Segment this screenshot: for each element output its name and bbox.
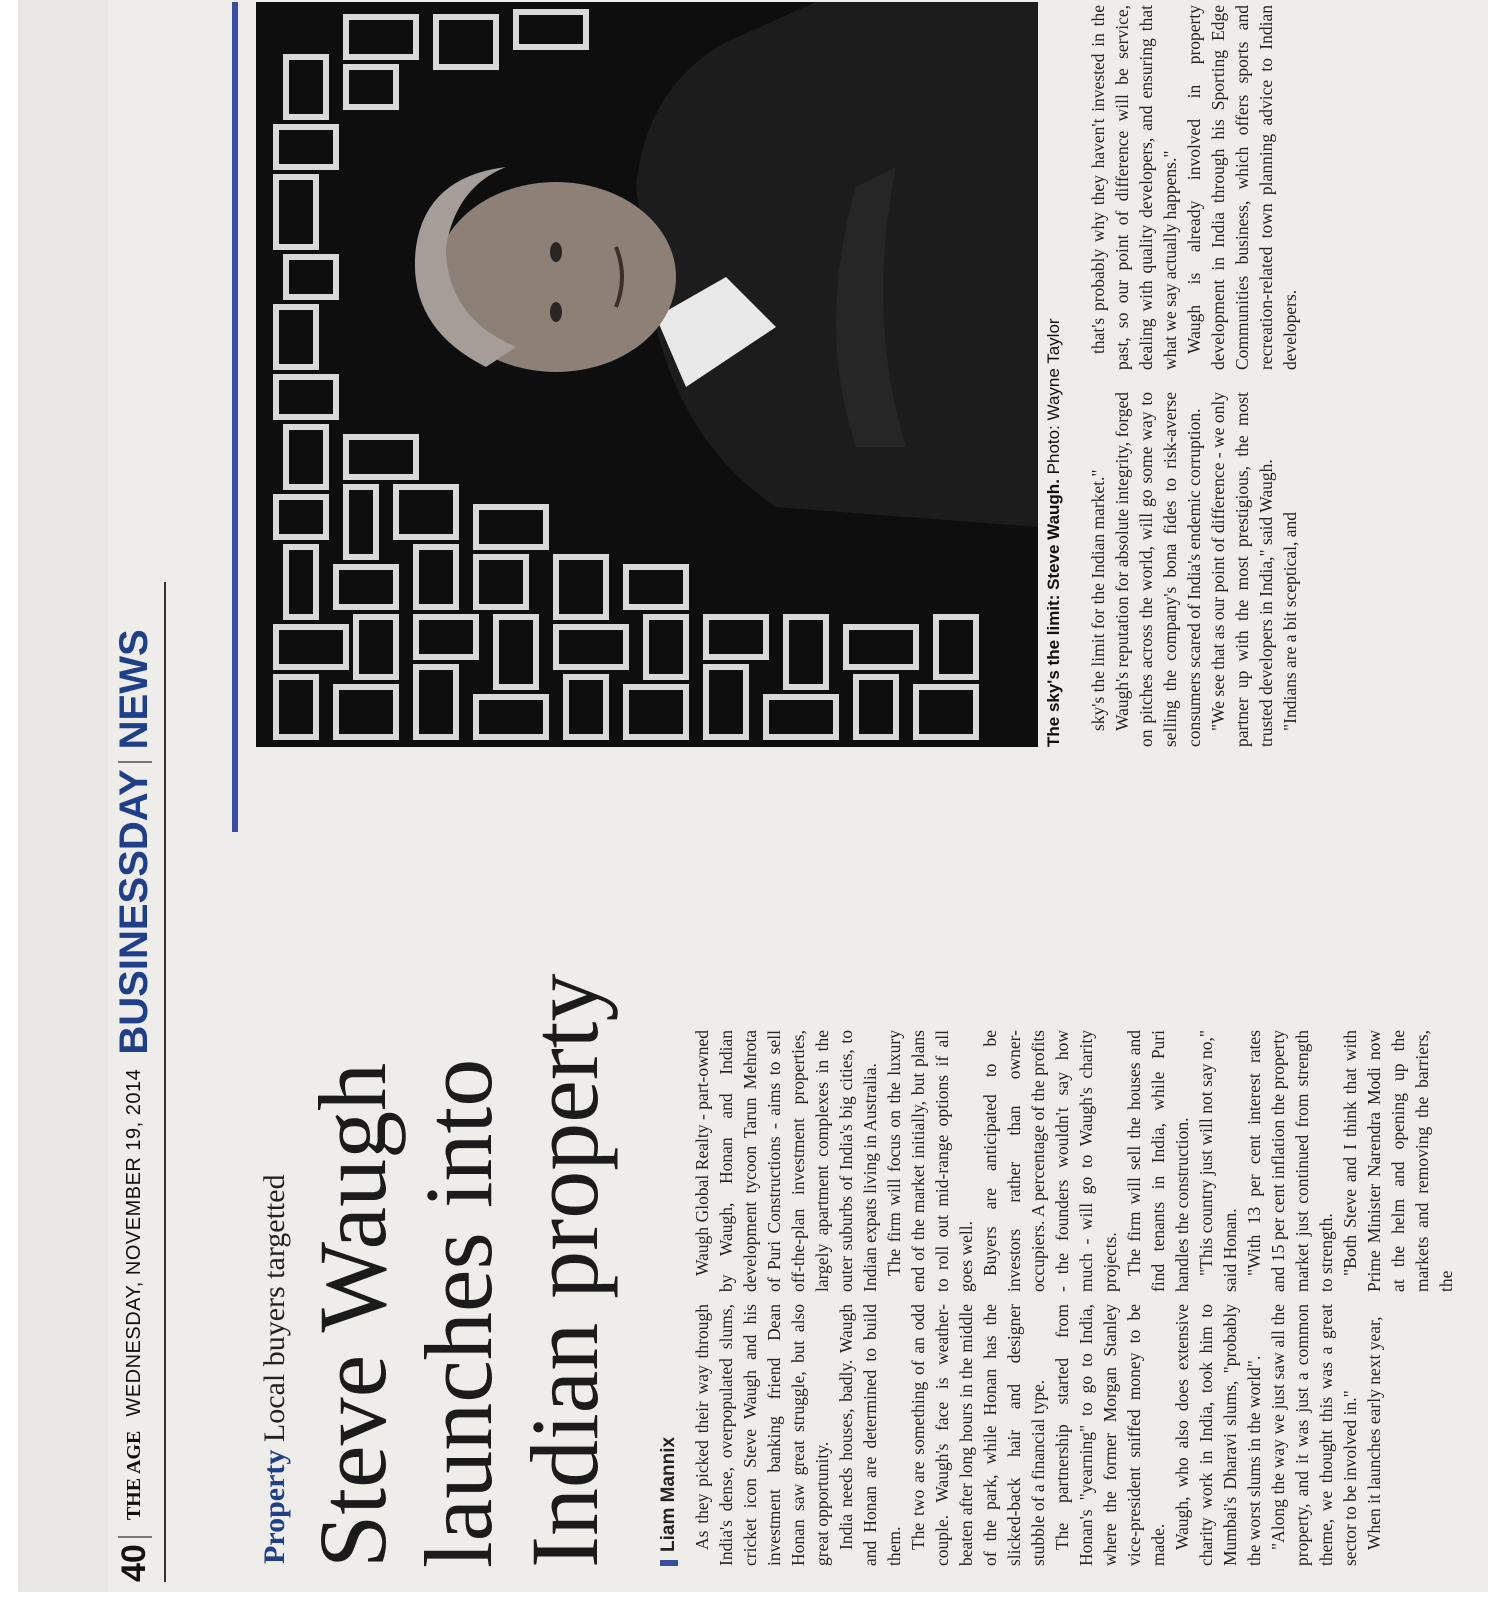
paragraph: The partnership started from Honan's "yearning" to go to India, where the former Morgan Stanley vice-president sniffed money to be made. bbox=[1052, 1304, 1168, 1566]
photo-caption bbox=[1044, 2, 1064, 747]
paragraph: that's probably why they haven't invested in the past, so our point of difference will be service, dealing with quality developers, and ensuring that what we say actually happens." bbox=[1088, 5, 1180, 370]
subsection-name: NEWS bbox=[112, 629, 156, 750]
paragraph: "With 13 per cent interest rates and 15 per cent inflation the property market just continued from strength to strength. bbox=[1244, 1030, 1336, 1292]
article-column-3 bbox=[1086, 392, 1302, 747]
paragraph: The firm will sell the houses and find tenants in India, while Puri handles the construction. bbox=[1124, 1030, 1192, 1292]
kicker-text: Local buyers targetted bbox=[258, 1174, 291, 1443]
paper-name: THE AGE bbox=[123, 1430, 146, 1521]
paragraph: sky's the limit for the Indian market." bbox=[1088, 469, 1108, 731]
article-headline: Steve Waugh launches into Indian property bbox=[299, 973, 618, 1568]
paragraph: "Both Steve and I think that with Prime Minister Narendra Modi now at the helm and opening up the markets and removing the barriers, the bbox=[1340, 1030, 1456, 1292]
section-divider bbox=[118, 761, 152, 763]
paragraph: "Along the way we just saw all the property, and it was just a common theme, we thought this was a great sector to be involved in." bbox=[1268, 1304, 1360, 1566]
article-column-4 bbox=[1086, 5, 1302, 370]
article-column-2 bbox=[690, 1030, 1458, 1292]
paragraph: Waugh is already involved in property development in India through his Sporting Edge Communities business, which offers sports and recreation-related town planning advice to Indian developers. bbox=[1184, 5, 1300, 370]
paragraph: As they picked their way through India's dense, overpopulated slums, cricket icon Steve Waugh and his investment banking friend Dean Honan saw great struggle, but also great opportunity. bbox=[692, 1304, 832, 1566]
kicker-label: Property bbox=[258, 1449, 291, 1564]
page-folio bbox=[112, 629, 157, 1582]
byline-author: Liam Mannix bbox=[658, 1436, 679, 1552]
paragraph: Waugh Global Realty - part-owned by Waugh, Honan and Indian development tycoon Tarun Mehrota of Puri Constructions - aims to sell off-the-plan investment properties, largely apartment complexes in the outer suburbs of India's big cities, to Indian expats living in Australia. bbox=[692, 1030, 880, 1292]
paragraph: Waugh's reputation for absolute integrity, forged on pitches across the world, will go some way to selling the company's bona fides to risk-averse consumers scared of India's endemic corruption. bbox=[1112, 392, 1204, 747]
article-column-1 bbox=[690, 1304, 1386, 1566]
paragraph: The firm will focus on the luxury end of the market initially, but plans to roll out mid-range options if all goes well. bbox=[884, 1030, 976, 1292]
paragraph: "Indians are a bit sceptical, and bbox=[1280, 512, 1300, 731]
caption-title: The sky's the limit: Steve Waugh. bbox=[1044, 479, 1063, 747]
article-photo bbox=[256, 2, 1038, 747]
accent-rule bbox=[232, 2, 238, 832]
byline bbox=[658, 1437, 680, 1566]
paragraph: "We see that as our point of difference - we only partner up with the most prestigious, the most trusted developers in India," said Waugh. bbox=[1208, 392, 1276, 747]
photo-illustration bbox=[256, 2, 1038, 747]
folio-rule bbox=[164, 582, 166, 1582]
byline-marker bbox=[660, 1560, 678, 1566]
issue-date: WEDNESDAY, NOVEMBER 19, 2014 bbox=[123, 1068, 146, 1417]
paragraph: "This country just will not say no," said Honan. bbox=[1196, 1030, 1240, 1292]
paragraph: India needs houses, badly. Waugh and Honan are determined to build them. bbox=[836, 1304, 904, 1566]
page-gutter bbox=[18, 0, 108, 1592]
section-name: BUSINESSDAY bbox=[112, 769, 156, 1055]
folio-divider bbox=[118, 1536, 152, 1538]
paragraph: Waugh, who also does extensive charity work in India, took him to Mumbai's Dharavi slums, "probably the worst slums in the world". bbox=[1172, 1304, 1264, 1566]
caption-credit: Photo: Wayne Taylor bbox=[1044, 318, 1063, 475]
rotated-page-content bbox=[18, 0, 1488, 1592]
paragraph: Buyers are anticipated to be investors rather than owner-occupiers. A percentage of the profits - the founders wouldn't say how much - will go to Waugh's charity projects. bbox=[980, 1030, 1120, 1292]
page-number: 40 bbox=[115, 1544, 153, 1582]
scanned-newspaper-page bbox=[18, 0, 1488, 1592]
paragraph: When it launches early next year, bbox=[1364, 1316, 1384, 1550]
article-kicker bbox=[258, 1174, 292, 1564]
paragraph: The two are something of an odd couple. Waugh's face is weather-beaten after long hours in the middle of the park, while Honan has the slicked-back hair and designer stubble of a financial type. bbox=[908, 1304, 1048, 1566]
